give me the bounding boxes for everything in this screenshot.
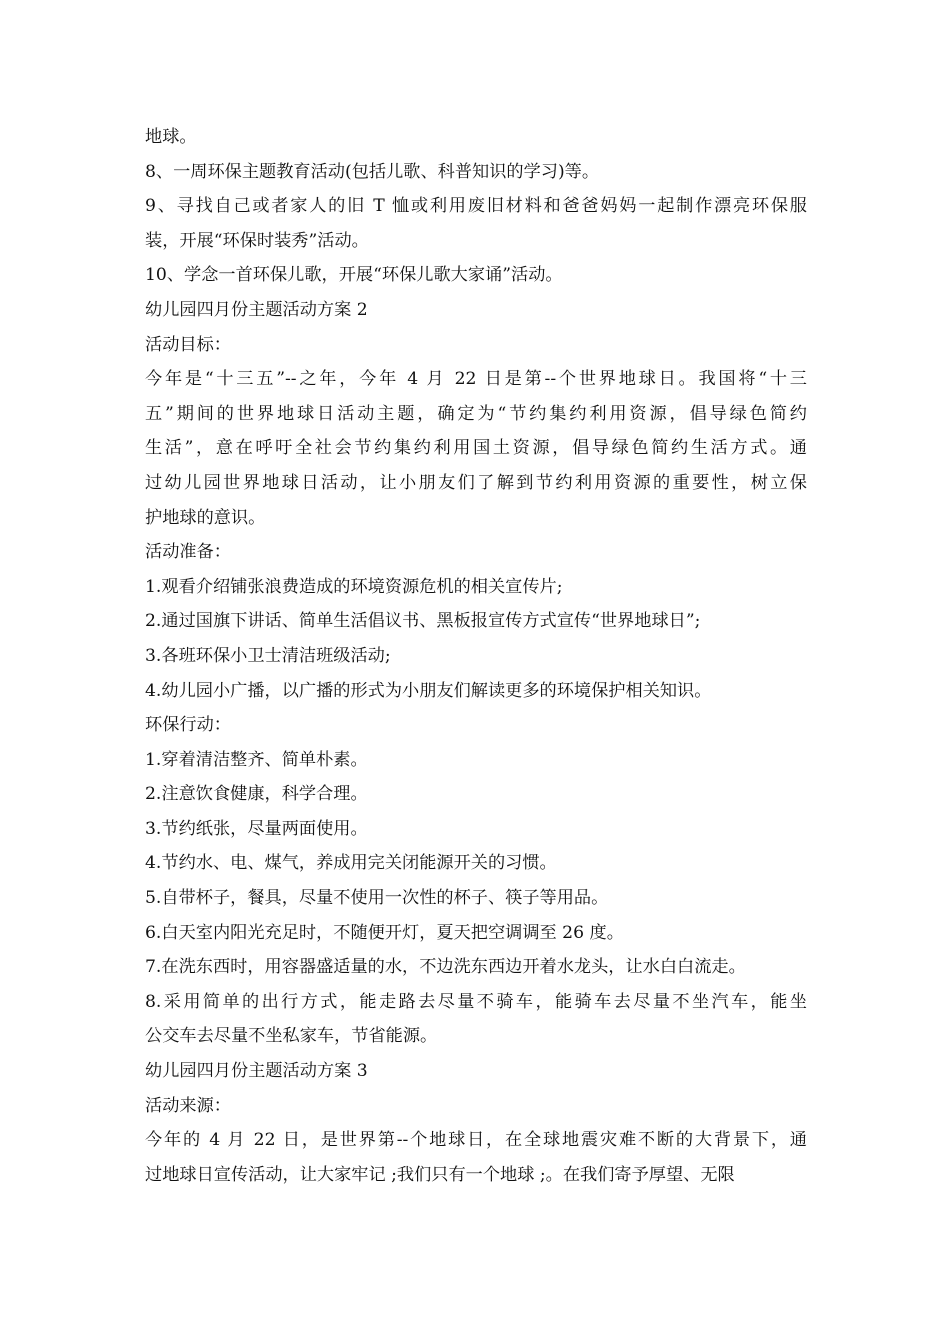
paragraph bbox=[145, 258, 807, 293]
text-line: 5.自带杯子，餐具，尽量不使用一次性的杯子、筷子等用品。 bbox=[145, 888, 609, 909]
text-line: 环保行动： bbox=[145, 715, 231, 736]
paragraph bbox=[145, 328, 807, 363]
text-line: 2.通过国旗下讲话、简单生活倡议书、黑板报宣传方式宣传“世界地球日”; bbox=[145, 611, 701, 632]
text-line: 过地球日宣传活动，让大家牢记 ;我们只有一个地球 ;。在我们寄予厚望、无限 bbox=[145, 1164, 735, 1185]
text-line: 装，开展“环保时装秀”活动。 bbox=[145, 230, 369, 251]
text-line: 活动准备： bbox=[145, 542, 231, 563]
text-line: 3.各班环保小卫士清洁班级活动; bbox=[145, 645, 391, 666]
text-line: 过幼儿园世界地球日活动，让小朋友们了解到节约利用资源的重要性，树立保 bbox=[145, 472, 807, 493]
text-line: 7.在洗东西时，用容器盛适量的水，不边洗东西边开着水龙头，让水白白流走。 bbox=[145, 957, 746, 978]
text-line: 地球。 bbox=[145, 127, 197, 147]
text-line: 幼儿园四月份主题活动方案 2 bbox=[145, 299, 368, 320]
paragraph bbox=[145, 708, 807, 743]
paragraph bbox=[145, 881, 807, 916]
text-line: 6.白天室内阳光充足时，不随便开灯，夏天把空调调至 26 度。 bbox=[145, 922, 624, 943]
paragraph bbox=[145, 916, 807, 951]
paragraph bbox=[145, 155, 807, 190]
paragraph bbox=[145, 985, 807, 1054]
text-line: 4.节约水、电、煤气，养成用完关闭能源开关的习惯。 bbox=[145, 853, 557, 874]
paragraph bbox=[145, 743, 807, 778]
paragraph bbox=[145, 812, 807, 847]
paragraph bbox=[145, 189, 807, 258]
text-line: 8、一周环保主题教育活动(包括儿歌、科普知识的学习)等。 bbox=[145, 161, 600, 182]
text-line: 4.幼儿园小广播，以广播的形式为小朋友们解读更多的环境保护相关知识。 bbox=[145, 680, 712, 701]
text-line: 3.节约纸张，尽量两面使用。 bbox=[145, 818, 368, 839]
paragraph bbox=[145, 1054, 807, 1089]
paragraph bbox=[145, 639, 807, 674]
paragraph bbox=[145, 846, 807, 881]
text-line: 1.穿着清洁整齐、简单朴素。 bbox=[145, 749, 368, 770]
paragraph bbox=[145, 604, 807, 639]
text-line: 活动目标： bbox=[145, 334, 231, 355]
text-line: 生活”，意在呼吁全社会节约集约利用国土资源，倡导绿色简约生活方式。通 bbox=[145, 438, 807, 459]
paragraph bbox=[145, 674, 807, 709]
paragraph bbox=[145, 1089, 807, 1124]
paragraph bbox=[145, 120, 807, 155]
text-line: 幼儿园四月份主题活动方案 3 bbox=[145, 1061, 368, 1082]
text-line: 活动来源： bbox=[145, 1095, 231, 1116]
text-line: 今年是“十三五”--之年，今年 4 月 22 日是第--个世界地球日。我国将“十三 bbox=[145, 369, 807, 390]
paragraph bbox=[145, 777, 807, 812]
text-line: 9、寻找自己或者家人的旧 T 恤或利用废旧材料和爸爸妈妈一起制作漂亮环保服 bbox=[145, 196, 807, 217]
text-line: 公交车去尽量不坐私家车，节省能源。 bbox=[145, 1026, 438, 1047]
text-line: 护地球的意识。 bbox=[145, 507, 266, 528]
paragraph bbox=[145, 570, 807, 605]
paragraph bbox=[145, 293, 807, 328]
text-line: 2.注意饮食健康，科学合理。 bbox=[145, 784, 368, 805]
document-page bbox=[145, 120, 807, 1192]
paragraph bbox=[145, 362, 807, 535]
text-line: 10、学念一首环保儿歌，开展“环保儿歌大家诵”活动。 bbox=[145, 265, 563, 286]
text-line: 五”期间的世界地球日活动主题，确定为“节约集约利用资源，倡导绿色简约 bbox=[145, 403, 807, 424]
paragraph bbox=[145, 950, 807, 985]
text-line: 8.采用简单的出行方式，能走路去尽量不骑车，能骑车去尽量不坐汽车，能坐 bbox=[145, 991, 807, 1012]
text-line: 1.观看介绍铺张浪费造成的环境资源危机的相关宣传片; bbox=[145, 576, 563, 597]
text-line: 今年的 4 月 22 日，是世界第--个地球日，在全球地震灾难不断的大背景下，通 bbox=[145, 1130, 807, 1151]
paragraph bbox=[145, 1123, 807, 1192]
paragraph bbox=[145, 535, 807, 570]
